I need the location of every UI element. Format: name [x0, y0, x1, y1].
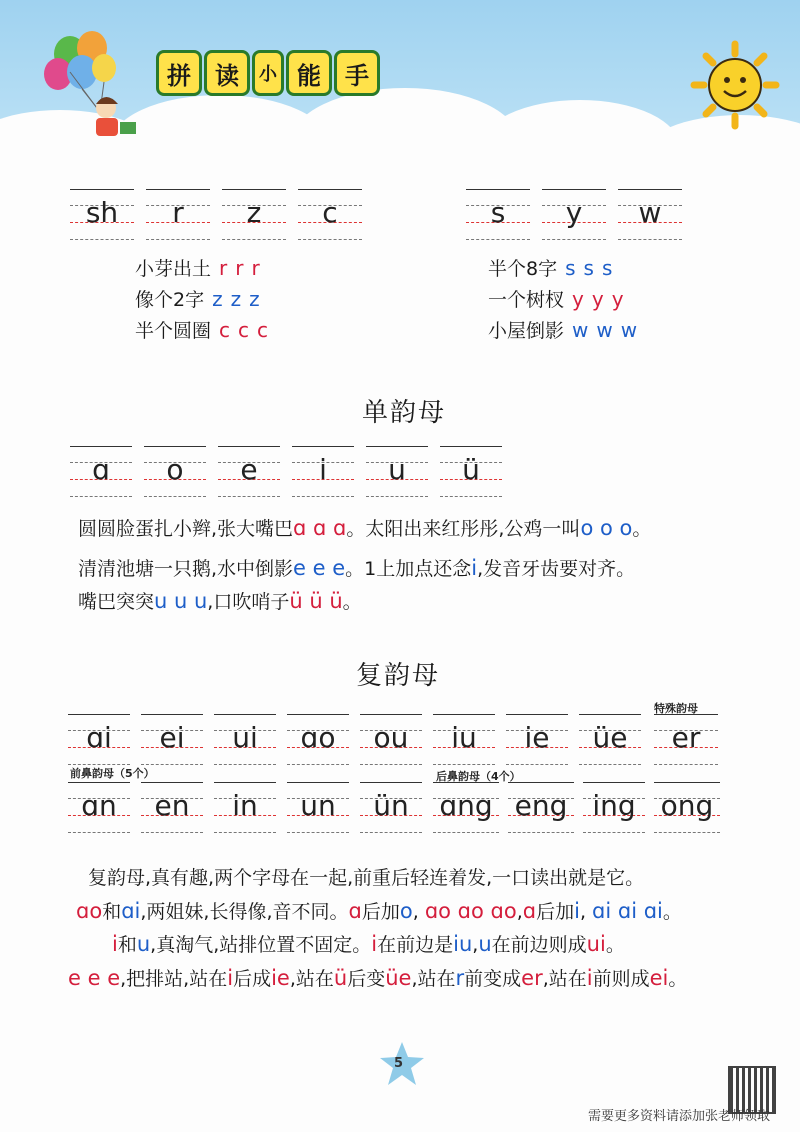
writing-cell	[433, 710, 495, 766]
pinyin-letter: en	[154, 789, 190, 822]
banner-char: 手	[334, 50, 380, 96]
writing-cell	[298, 185, 362, 241]
rhyme-line: 小屋倒影 w w w	[488, 318, 638, 342]
pinyin-letter: ɑi	[86, 721, 112, 754]
sun-icon	[690, 40, 780, 130]
pinyin-letter: ɑ	[92, 453, 110, 486]
pinyin-letter: ɑng	[439, 789, 493, 822]
writing-cell	[440, 442, 502, 498]
writing-row-initials-right	[466, 185, 696, 241]
writing-cell	[466, 185, 530, 241]
banner-char: 小	[252, 50, 284, 96]
writing-cell	[366, 442, 428, 498]
pinyin-letter: y	[565, 196, 583, 229]
writing-cell	[214, 710, 276, 766]
writing-cell	[579, 710, 641, 766]
pinyin-letter: eng	[514, 789, 568, 822]
pinyin-letter: ɑn	[81, 789, 117, 822]
writing-cell	[542, 185, 606, 241]
footer-text: 需要更多资料请添加张老师领取	[587, 1109, 770, 1124]
pinyin-letter: ün	[373, 789, 409, 822]
back-nasal-label: 后鼻韵母（4个）	[436, 770, 521, 783]
writing-cell	[287, 778, 349, 834]
writing-cell	[287, 710, 349, 766]
writing-cell	[146, 185, 210, 241]
writing-cell	[222, 185, 286, 241]
writing-cell	[141, 710, 203, 766]
banner-title	[156, 50, 380, 92]
writing-cell	[433, 778, 499, 834]
pinyin-letter: ɑo	[300, 721, 336, 754]
writing-cell	[292, 442, 354, 498]
writing-cell	[218, 442, 280, 498]
pinyin-letter: ei	[159, 721, 185, 754]
pinyin-letter: c	[322, 196, 338, 229]
rhyme-paragraph-line: ɑo和ɑi,两姐妹,长得像,音不同。ɑ后加o, ɑo ɑo ɑo,ɑ后加i, ɑi ɑi ɑi。	[76, 899, 682, 923]
writing-row-initials-left	[70, 185, 370, 241]
writing-cell	[654, 778, 720, 834]
balloon-girl-icon	[40, 30, 150, 150]
rhyme-line: 半个8字 s s s	[488, 256, 613, 280]
front-nasal-label: 前鼻韵母（5个）	[70, 767, 155, 780]
pinyin-letter: er	[671, 721, 701, 754]
writing-row-single-finals	[70, 442, 510, 498]
pinyin-letter: s	[490, 196, 506, 229]
rhyme-paragraph-line: e e e,把排站,站在i后成ie,站在ü后变üe,站在r前变成er,站在i前则成ei。	[68, 966, 688, 990]
writing-cell	[360, 778, 422, 834]
rhyme-paragraph-line: 圆圆脸蛋扎小辫,张大嘴巴ɑ ɑ ɑ。太阳出来红彤彤,公鸡一叫o o o。	[78, 516, 652, 540]
pinyin-letter: in	[232, 789, 258, 822]
writing-cell	[144, 442, 206, 498]
pinyin-letter: iu	[451, 721, 477, 754]
writing-cell	[214, 778, 276, 834]
rhyme-paragraph-line: 复韵母,真有趣,两个字母在一起,前重后轻连着发,一口读出就是它。	[88, 867, 645, 889]
writing-row-nasal-finals	[68, 778, 728, 834]
pinyin-letter: w	[638, 196, 662, 229]
banner-char: 能	[286, 50, 332, 96]
pinyin-letter: ui	[232, 721, 258, 754]
pinyin-letter: o	[166, 453, 184, 486]
pinyin-letter: sh	[85, 196, 119, 229]
pinyin-letter: un	[300, 789, 336, 822]
rhyme-paragraph-line: 清清池塘一只鹅,水中倒影e e e。1上加点还念i,发音牙齿要对齐。	[78, 556, 636, 580]
pinyin-letter: i	[319, 453, 327, 486]
pinyin-letter: ie	[524, 721, 550, 754]
writing-cell	[68, 710, 130, 766]
writing-cell	[508, 778, 574, 834]
writing-cell	[141, 778, 203, 834]
rhyme-line: 小芽出土 r r r	[135, 256, 260, 280]
writing-row-compound-finals	[68, 710, 728, 766]
rhyme-paragraph-line: i和u,真淘气,站排位置不固定。i在前边是iu,u在前边则成ui。	[112, 932, 625, 956]
writing-cell	[654, 710, 718, 766]
rhyme-line: 半个圆圈 c c c	[135, 318, 269, 342]
page-number: 5	[394, 1056, 404, 1071]
writing-cell	[68, 778, 130, 834]
section-heading-single-finals: 单韵母	[362, 398, 447, 428]
rhyme-line: 像个2字 z z z	[135, 287, 260, 311]
writing-cell	[70, 442, 132, 498]
pinyin-letter: u	[388, 453, 406, 486]
writing-cell	[360, 710, 422, 766]
pinyin-letter: ü	[462, 453, 480, 486]
writing-cell	[70, 185, 134, 241]
pinyin-letter: ong	[660, 789, 714, 822]
pinyin-letter: z	[246, 196, 262, 229]
pinyin-letter: ing	[592, 789, 636, 822]
pinyin-letter: üe	[592, 721, 628, 754]
pinyin-letter: r	[172, 196, 184, 229]
section-heading-compound-finals: 复韵母	[356, 661, 441, 691]
writing-cell	[583, 778, 645, 834]
rhyme-line: 一个树杈 y y y	[488, 287, 624, 311]
banner-char: 拼	[156, 50, 202, 96]
pinyin-letter: e	[240, 453, 258, 486]
writing-cell	[506, 710, 568, 766]
banner-char: 读	[204, 50, 250, 96]
writing-cell	[618, 185, 682, 241]
pinyin-letter: ou	[373, 721, 409, 754]
rhyme-paragraph-line: 嘴巴突突u u u,口吹哨子ü ü ü。	[78, 589, 362, 613]
special-finals-label: 特殊韵母	[654, 702, 698, 715]
